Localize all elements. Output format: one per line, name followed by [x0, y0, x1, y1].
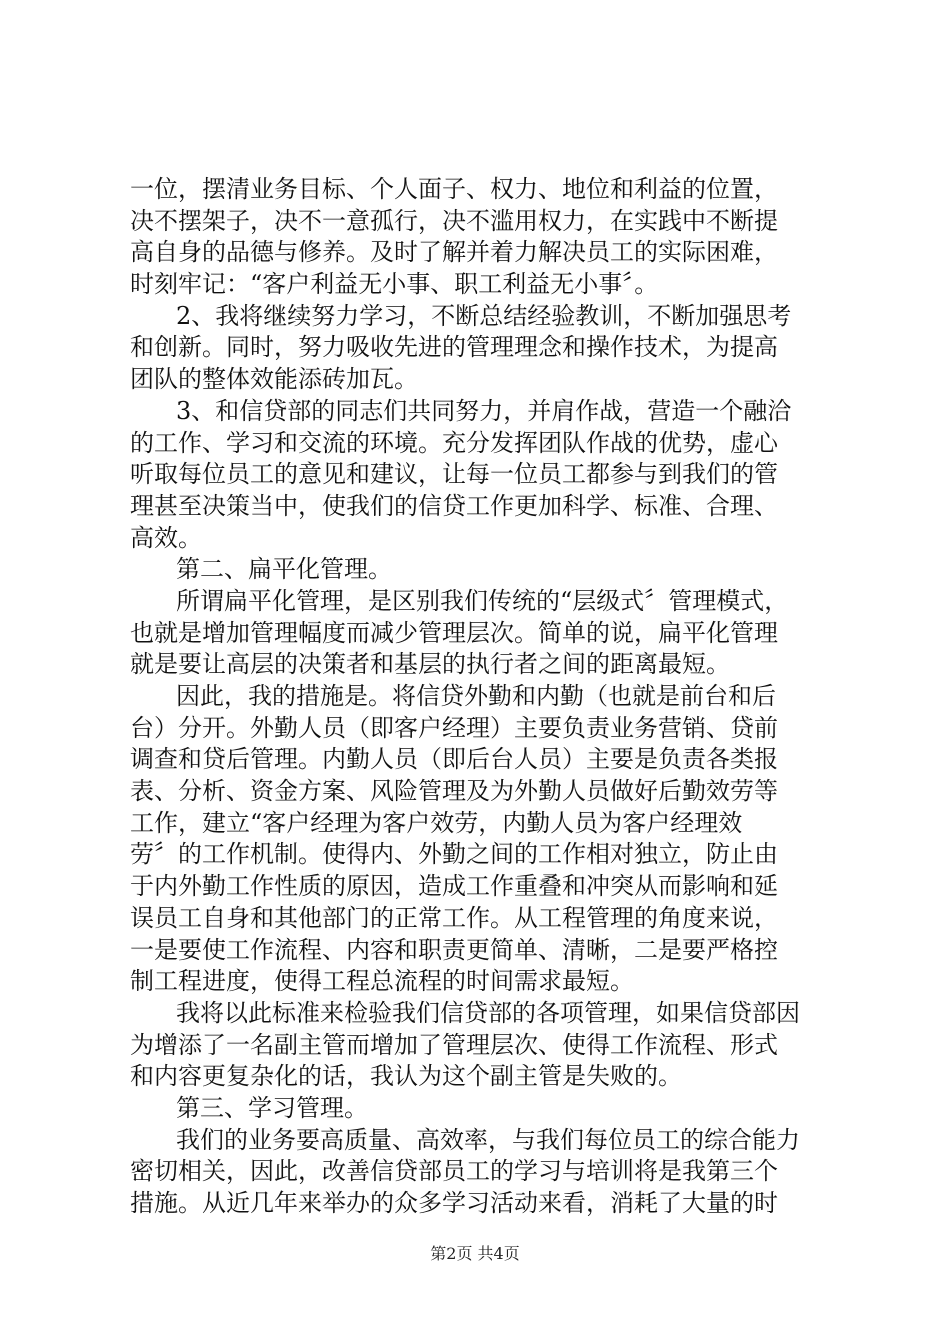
text-line: 第三、学习管理。: [176, 1093, 368, 1122]
text-line: 调查和贷后管理。内勤人员（即后台人员）主要是负责各类报: [130, 745, 778, 774]
text-line: 因此，我的措施是。将信贷外勤和内勤（也就是前台和后: [176, 682, 776, 710]
text-line: 高自身的品德与修养。及时了解并着力解决员工的实际困难，: [130, 238, 778, 267]
text-line: 理甚至决策当中，使我们的信贷工作更加科学、标准、合理、: [130, 491, 778, 520]
text-line: 决不摆架子，决不一意孤行，决不滥用权力，在实践中不断提: [130, 206, 778, 235]
text-line: 台）分开。外勤人员（即客户经理）主要负责业务营销、贷前: [130, 713, 778, 742]
text-line: 也就是增加管理幅度而减少管理层次。简单的说，扁平化管理: [130, 618, 778, 647]
text-line: 误员工自身和其他部门的正常工作。从工程管理的角度来说，: [130, 903, 778, 932]
text-line: 的工作、学习和交流的环境。充分发挥团队作战的优势，虚心: [130, 428, 778, 457]
text-line: 2、我将继续努力学习，不断总结经验教训，不断加强思考: [176, 301, 792, 330]
text-line: 我们的业务要高质量、高效率，与我们每位员工的综合能力: [176, 1125, 800, 1154]
text-line: 和内容更复杂化的话，我认为这个副主管是失败的。: [130, 1062, 682, 1091]
text-line: 高效。: [130, 523, 202, 552]
text-line: 制工程进度，使得工程总流程的时间需求最短。: [130, 967, 634, 996]
text-line: 一是要使工作流程、内容和职责更简单、清晰，二是要严格控: [130, 935, 778, 964]
text-line: 于内外勤工作性质的原因，造成工作重叠和冲突从而影响和延: [130, 872, 778, 901]
text-line: 劳〞的工作机制。使得内、外勤之间的工作相对独立，防止由: [130, 840, 778, 869]
text-line: 所谓扁平化管理，是区别我们传统的“层级式〞管理模式，: [176, 586, 789, 615]
text-line: 措施。从近几年来举办的众多学习活动来看，消耗了大量的时: [130, 1189, 778, 1217]
text-line: 为增添了一名副主管而增加了管理层次、使得工作流程、形式: [130, 1030, 778, 1059]
text-line: 一位，摆清业务目标、个人面子、权力、地位和利益的位置，: [130, 175, 778, 203]
text-line: 密切相关，因此，改善信贷部员工的学习与培训将是我第三个: [130, 1157, 778, 1186]
text-line: 时刻牢记：“客户利益无小事、职工利益无小事〞。: [130, 270, 659, 299]
text-line: 就是要让高层的决策者和基层的执行者之间的距离最短。: [130, 650, 730, 679]
text-line: 和创新。同时，努力吸收先进的管理理念和操作技术，为提高: [130, 333, 778, 362]
text-line: 3、和信贷部的同志们共同努力，并肩作战，营造一个融洽: [176, 396, 792, 425]
text-line: 听取每位员工的意见和建议，让每一位员工都参与到我们的管: [130, 460, 778, 489]
text-line: 第二、扁平化管理。: [176, 555, 392, 584]
text-line: 团队的整体效能添砖加瓦。: [130, 365, 418, 394]
text-line: 我将以此标准来检验我们信贷部的各项管理，如果信贷部因: [176, 998, 800, 1027]
text-line: 表、分析、资金方案、风险管理及为外勤人员做好后勤效劳等: [130, 777, 778, 806]
document-body: [130, 174, 830, 1220]
page-footer: 第2页 共4页: [430, 1244, 520, 1263]
text-line: 工作，建立“客户经理为客户效劳，内勤人员为客户经理效: [130, 808, 743, 837]
